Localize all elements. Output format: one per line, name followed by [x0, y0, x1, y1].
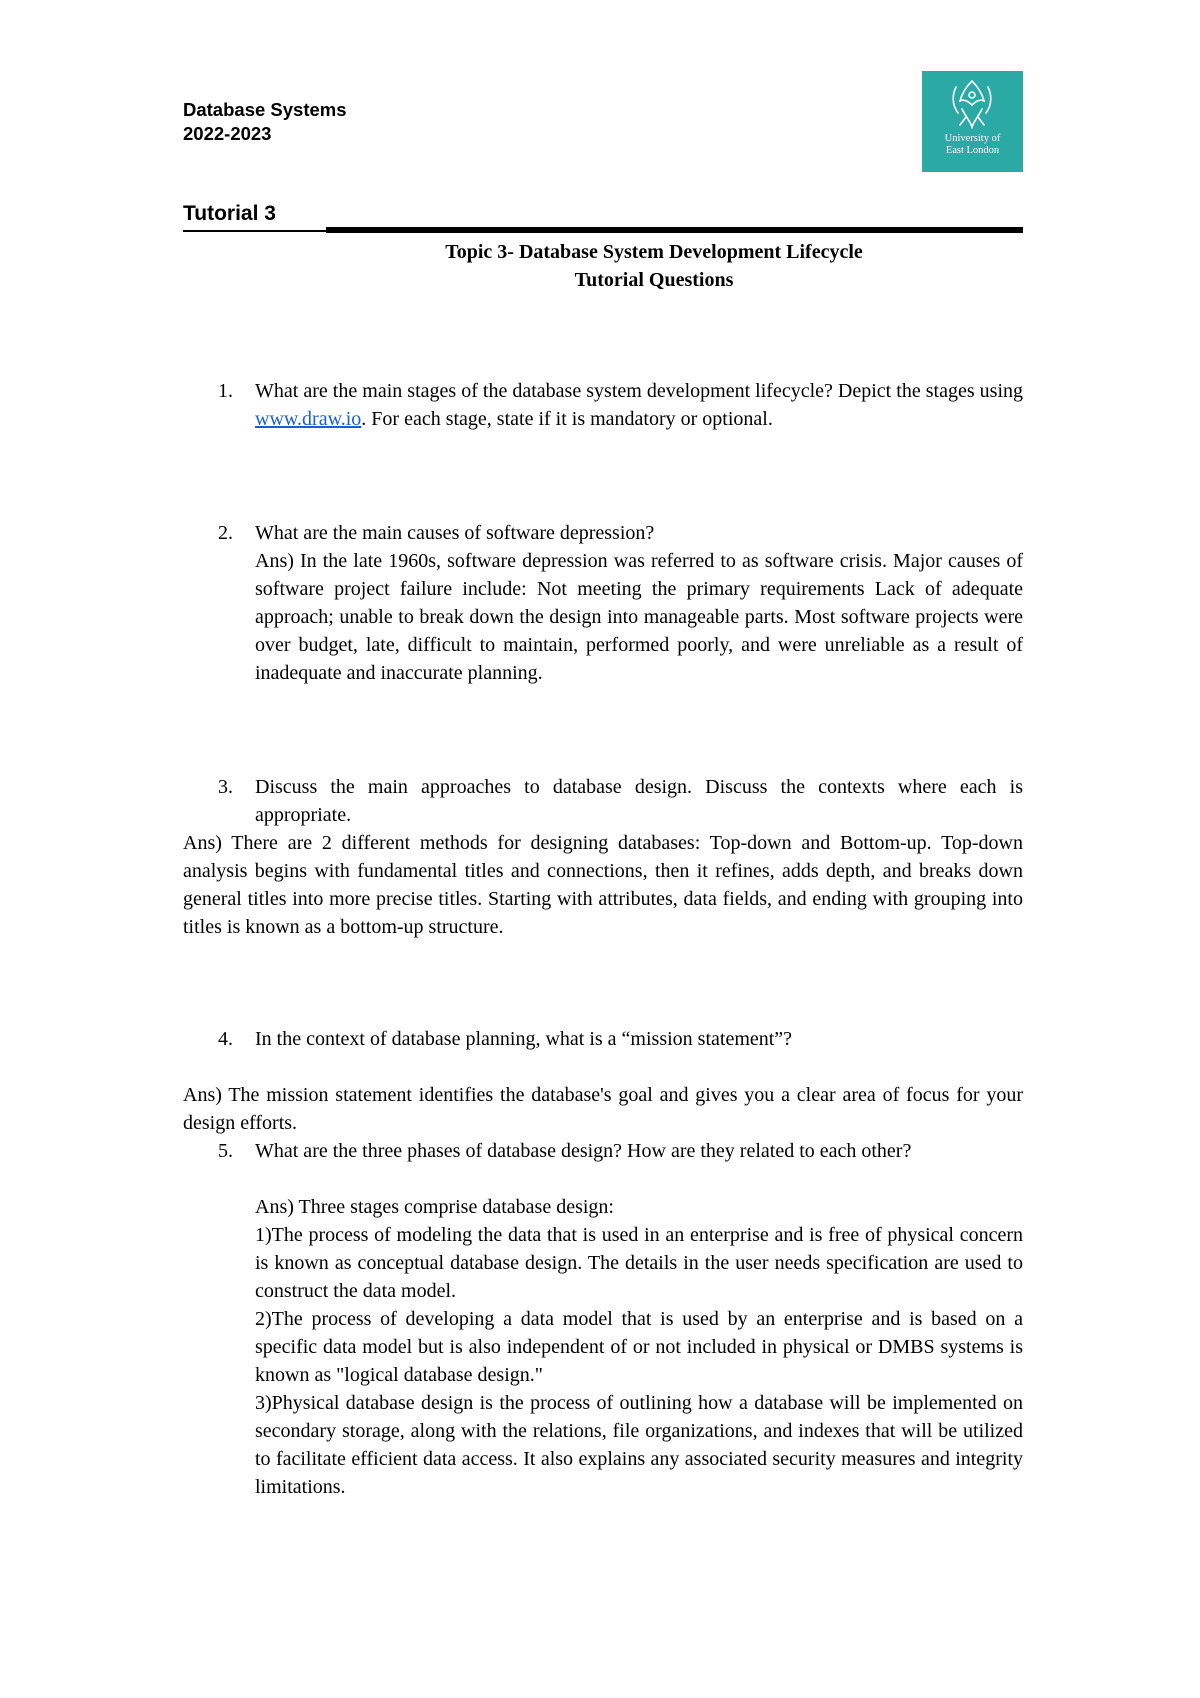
- question-1-text-a: What are the main stages of the database system development lifecycle? Depict the stages using: [255, 380, 1023, 402]
- answer-5-point-1: 1)The process of modeling the data that is used in an enterprise and is free of physical concern is known as conceptual database design. The details in the user needs specification are used to construct the data model.: [255, 1224, 1023, 1302]
- logo-text-line1: University of: [944, 133, 1001, 144]
- question-1: [255, 377, 1023, 433]
- title-underline-thin: [183, 230, 326, 232]
- question-3: Discuss the main approaches to database design. Discuss the contexts where each is appropriate.: [255, 776, 1023, 826]
- course-name: Database Systems: [183, 99, 347, 120]
- question-1-text-b: . For each stage, state if it is mandatory or optional.: [361, 408, 773, 430]
- answer-5-intro: Ans) Three stages comprise database design:: [255, 1196, 614, 1218]
- question-number-5: 5.: [218, 1140, 233, 1162]
- answer-2: Ans) In the late 1960s, software depression was referred to as software crisis. Major causes of software project failure include: Not meeting the primary requirements Lack of adequate approach; unable to break down the design into manageable parts. Most software projects were over budget, late, difficult to maintain, performed poorly, and were unreliable as a result of inadequate and inaccurate planning.: [255, 550, 1023, 684]
- question-number-4: 4.: [218, 1028, 233, 1050]
- question-number-2: 2.: [218, 522, 233, 544]
- question-number-1: 1.: [218, 380, 233, 402]
- title-underline-thick: [326, 227, 1023, 233]
- tutorial-title: Tutorial 3: [183, 202, 276, 225]
- answer-5-point-3: 3)Physical database design is the process of outlining how a database will be implemented on secondary storage, along with the relations, file organizations, and indexes that will be utilized to facilitate efficient data access. It also explains any associated security measures and integrity limitations.: [255, 1392, 1023, 1498]
- answer-4: Ans) The mission statement identifies the database's goal and gives you a clear area of focus for your design efforts.: [183, 1084, 1023, 1134]
- academic-year: 2022-2023: [183, 123, 272, 144]
- university-logo: [922, 71, 1023, 172]
- logo-text-line2: East London: [945, 145, 1000, 156]
- question-number-3: 3.: [218, 776, 233, 798]
- answer-3: Ans) There are 2 different methods for designing databases: Top-down and Bottom-up. Top-down analysis begins with fundamental titles and connections, then it refines, adds depth, and breaks down general titles into more precise titles. Starting with attributes, data fields, and ending with grouping into titles is known as a bottom-up structure.: [183, 832, 1023, 938]
- topic-subtitle: Tutorial Questions: [574, 269, 734, 291]
- draw-io-link[interactable]: www.draw.io: [255, 408, 362, 430]
- answer-5-point-2: 2)The process of developing a data model that is used by an enterprise and is based on a specific data model but is also independent of or not included in physical or DMBS systems is known as "logical database design.": [255, 1308, 1023, 1386]
- question-4: In the context of database planning, what is a “mission statement”?: [255, 1028, 793, 1050]
- question-2: What are the main causes of software depression?: [255, 522, 655, 544]
- question-5: What are the three phases of database design? How are they related to each other?: [255, 1140, 912, 1162]
- topic-title: Topic 3- Database System Development Lifecycle: [445, 241, 863, 263]
- topic-heading: [400, 238, 908, 294]
- course-header: [183, 98, 347, 146]
